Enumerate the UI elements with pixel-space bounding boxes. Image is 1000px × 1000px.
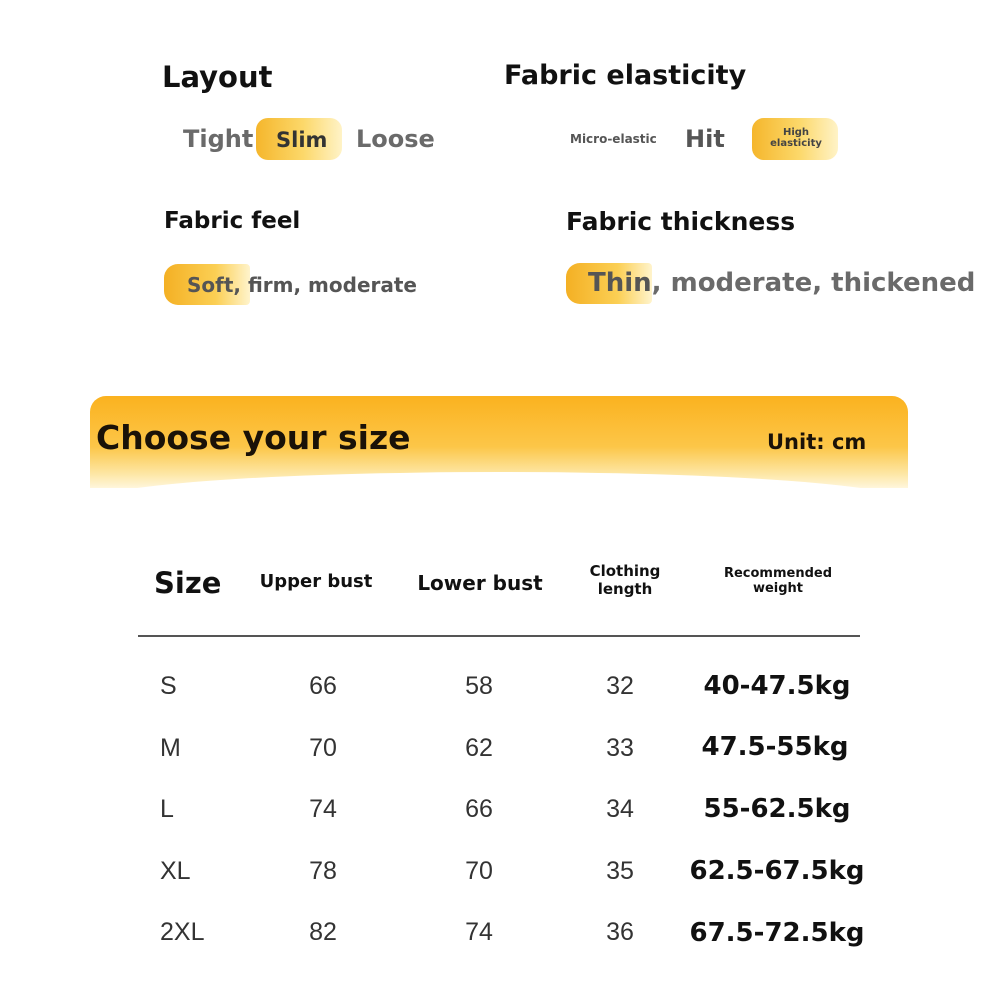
row-upper-bust: 74 <box>309 795 337 823</box>
row-recommended-weight: 62.5-67.5kg <box>689 856 865 886</box>
table-divider <box>138 635 860 637</box>
elasticity-option-high: High elasticity <box>770 127 822 149</box>
elasticity-option-micro: Micro-elastic <box>570 132 657 146</box>
row-size: M <box>160 734 181 762</box>
row-size: 2XL <box>160 918 205 946</box>
thickness-option-thin: Thin <box>588 268 652 298</box>
layout-option-loose: Loose <box>356 125 435 153</box>
row-size: L <box>160 795 174 823</box>
header-size: Size <box>154 566 222 600</box>
row-size: XL <box>160 857 191 885</box>
row-lower-bust: 58 <box>465 672 493 700</box>
row-recommended-weight: 47.5-55kg <box>701 732 849 762</box>
row-lower-bust: 74 <box>465 918 493 946</box>
feel-options: Soft, firm, moderate <box>187 273 417 297</box>
row-recommended-weight: 55-62.5kg <box>703 794 851 824</box>
row-upper-bust: 82 <box>309 918 337 946</box>
row-clothing-length: 34 <box>606 795 634 823</box>
header-upper-bust: Upper bust <box>259 571 373 592</box>
row-clothing-length: 36 <box>606 918 634 946</box>
row-upper-bust: 66 <box>309 672 337 700</box>
row-lower-bust: 70 <box>465 857 493 885</box>
row-clothing-length: 32 <box>606 672 634 700</box>
header-lower-bust: Lower bust <box>417 571 543 595</box>
layout-option-tight: Tight <box>183 125 254 153</box>
row-clothing-length: 35 <box>606 857 634 885</box>
elasticity-heading: Fabric elasticity <box>504 60 747 91</box>
layout-heading: Layout <box>162 60 273 94</box>
header-clothing-length: Clothing length <box>589 562 661 598</box>
feel-heading: Fabric feel <box>164 208 301 234</box>
row-lower-bust: 66 <box>465 795 493 823</box>
row-recommended-weight: 67.5-72.5kg <box>689 918 865 948</box>
layout-option-slim: Slim <box>276 128 328 152</box>
banner-title: Choose your size <box>96 418 411 457</box>
row-clothing-length: 33 <box>606 734 634 762</box>
row-lower-bust: 62 <box>465 734 493 762</box>
row-upper-bust: 70 <box>309 734 337 762</box>
thickness-heading: Fabric thickness <box>566 207 796 236</box>
row-size: S <box>160 672 177 700</box>
elasticity-option-hit: Hit <box>685 125 725 153</box>
thickness-options <box>588 268 975 298</box>
thickness-option-rest: , moderate, thickened <box>651 268 976 298</box>
row-upper-bust: 78 <box>309 857 337 885</box>
header-recommended-weight: Recommended weight <box>723 566 833 596</box>
row-recommended-weight: 40-47.5kg <box>703 671 851 701</box>
banner-unit: Unit: cm <box>767 430 867 454</box>
